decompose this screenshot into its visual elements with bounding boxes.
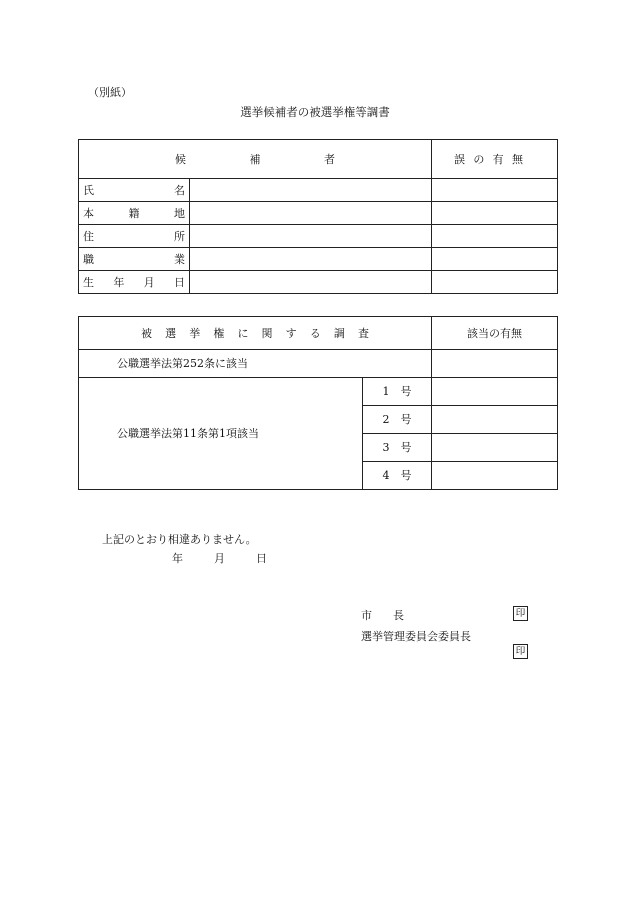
- header-char: 有: [492, 152, 504, 166]
- mayor-char: 市: [361, 609, 372, 622]
- label-domicile: [79, 202, 190, 225]
- error-domicile-field[interactable]: [432, 202, 558, 225]
- header-char: の: [473, 152, 485, 166]
- header-char: 査: [357, 326, 369, 340]
- label-char: 本: [83, 206, 94, 220]
- label-char: 氏: [83, 183, 94, 197]
- row-domicile: [79, 202, 558, 225]
- candidate-header-cell: [79, 140, 432, 179]
- label-char: 住: [83, 229, 94, 243]
- error-occupation-field[interactable]: [432, 248, 558, 271]
- label-char: 生: [83, 275, 94, 289]
- row-address: [79, 225, 558, 248]
- committee-chair-title: 選挙管理委員会委員長: [361, 630, 471, 643]
- value-occupation-field[interactable]: [190, 248, 432, 271]
- law-252-applicable-field[interactable]: [432, 350, 558, 378]
- item-2-label: 2 号: [363, 406, 432, 434]
- item-3-applicable-field[interactable]: [432, 434, 558, 462]
- row-occupation: [79, 248, 558, 271]
- date-month-label: 月: [214, 552, 225, 565]
- header-char: 無: [511, 152, 523, 166]
- header-char: 調: [333, 326, 345, 340]
- error-header-cell: [432, 140, 558, 179]
- header-char: 挙: [189, 326, 201, 340]
- item-4-label: 4 号: [363, 462, 432, 490]
- date-day-label: 日: [256, 552, 267, 565]
- label-char: 名: [174, 183, 185, 197]
- header-char: 補: [249, 152, 261, 166]
- header-char: 誤: [454, 152, 465, 166]
- label-char: 年: [113, 275, 125, 289]
- value-domicile-field[interactable]: [190, 202, 432, 225]
- error-birthdate-field[interactable]: [432, 271, 558, 294]
- item-4-applicable-field[interactable]: [432, 462, 558, 490]
- seal-mark: 印: [513, 644, 528, 659]
- candidate-table-header: [79, 140, 558, 179]
- label-char: 籍: [128, 206, 140, 220]
- header-char: 権: [213, 326, 225, 340]
- law-11-label: 公職選挙法第11条第1項該当: [79, 378, 363, 490]
- applicable-header-cell: 該当の有無: [432, 317, 558, 350]
- header-char: に: [237, 326, 249, 340]
- label-char: 業: [174, 252, 185, 266]
- row-birthdate: [79, 271, 558, 294]
- item-2-applicable-field[interactable]: [432, 406, 558, 434]
- header-char: 者: [324, 152, 335, 166]
- item-3-label: 3 号: [363, 434, 432, 462]
- mayor-title: [361, 607, 404, 623]
- item-1-label: 1 号: [363, 378, 432, 406]
- label-char: 職: [83, 252, 94, 266]
- eligibility-table: [78, 316, 558, 490]
- header-char: る: [309, 326, 321, 340]
- row-law-11-item-1: [79, 378, 558, 406]
- label-birthdate: [79, 271, 190, 294]
- eligibility-table-header: [79, 317, 558, 350]
- header-char: 関: [261, 326, 273, 340]
- law-252-label: 公職選挙法第252条に該当: [79, 350, 432, 378]
- document-title: 選挙候補者の被選挙権等調書: [240, 105, 390, 119]
- header-char: 候: [175, 152, 186, 166]
- date-year-label: 年: [172, 552, 183, 565]
- candidate-table: [78, 139, 558, 294]
- mayor-char: 長: [393, 609, 404, 622]
- error-address-field[interactable]: [432, 225, 558, 248]
- seal-mark: 印: [513, 606, 528, 621]
- survey-header-cell: [79, 317, 432, 350]
- value-birthdate-field[interactable]: [190, 271, 432, 294]
- label-name: [79, 179, 190, 202]
- row-name: [79, 179, 558, 202]
- label-char: 所: [174, 229, 185, 243]
- header-char: 被: [141, 326, 152, 340]
- error-name-field[interactable]: [432, 179, 558, 202]
- date-line: [172, 550, 267, 566]
- label-char: 地: [174, 206, 185, 220]
- value-address-field[interactable]: [190, 225, 432, 248]
- label-char: 月: [143, 275, 155, 289]
- item-1-applicable-field[interactable]: [432, 378, 558, 406]
- row-law-252: [79, 350, 558, 378]
- attachment-label: （別紙）: [88, 86, 132, 99]
- header-char: 選: [165, 326, 177, 340]
- header-char: す: [285, 326, 297, 340]
- label-occupation: [79, 248, 190, 271]
- label-char: 日: [173, 275, 185, 289]
- value-name-field[interactable]: [190, 179, 432, 202]
- confirmation-text: 上記のとおり相違ありません。: [102, 533, 257, 546]
- label-address: [79, 225, 190, 248]
